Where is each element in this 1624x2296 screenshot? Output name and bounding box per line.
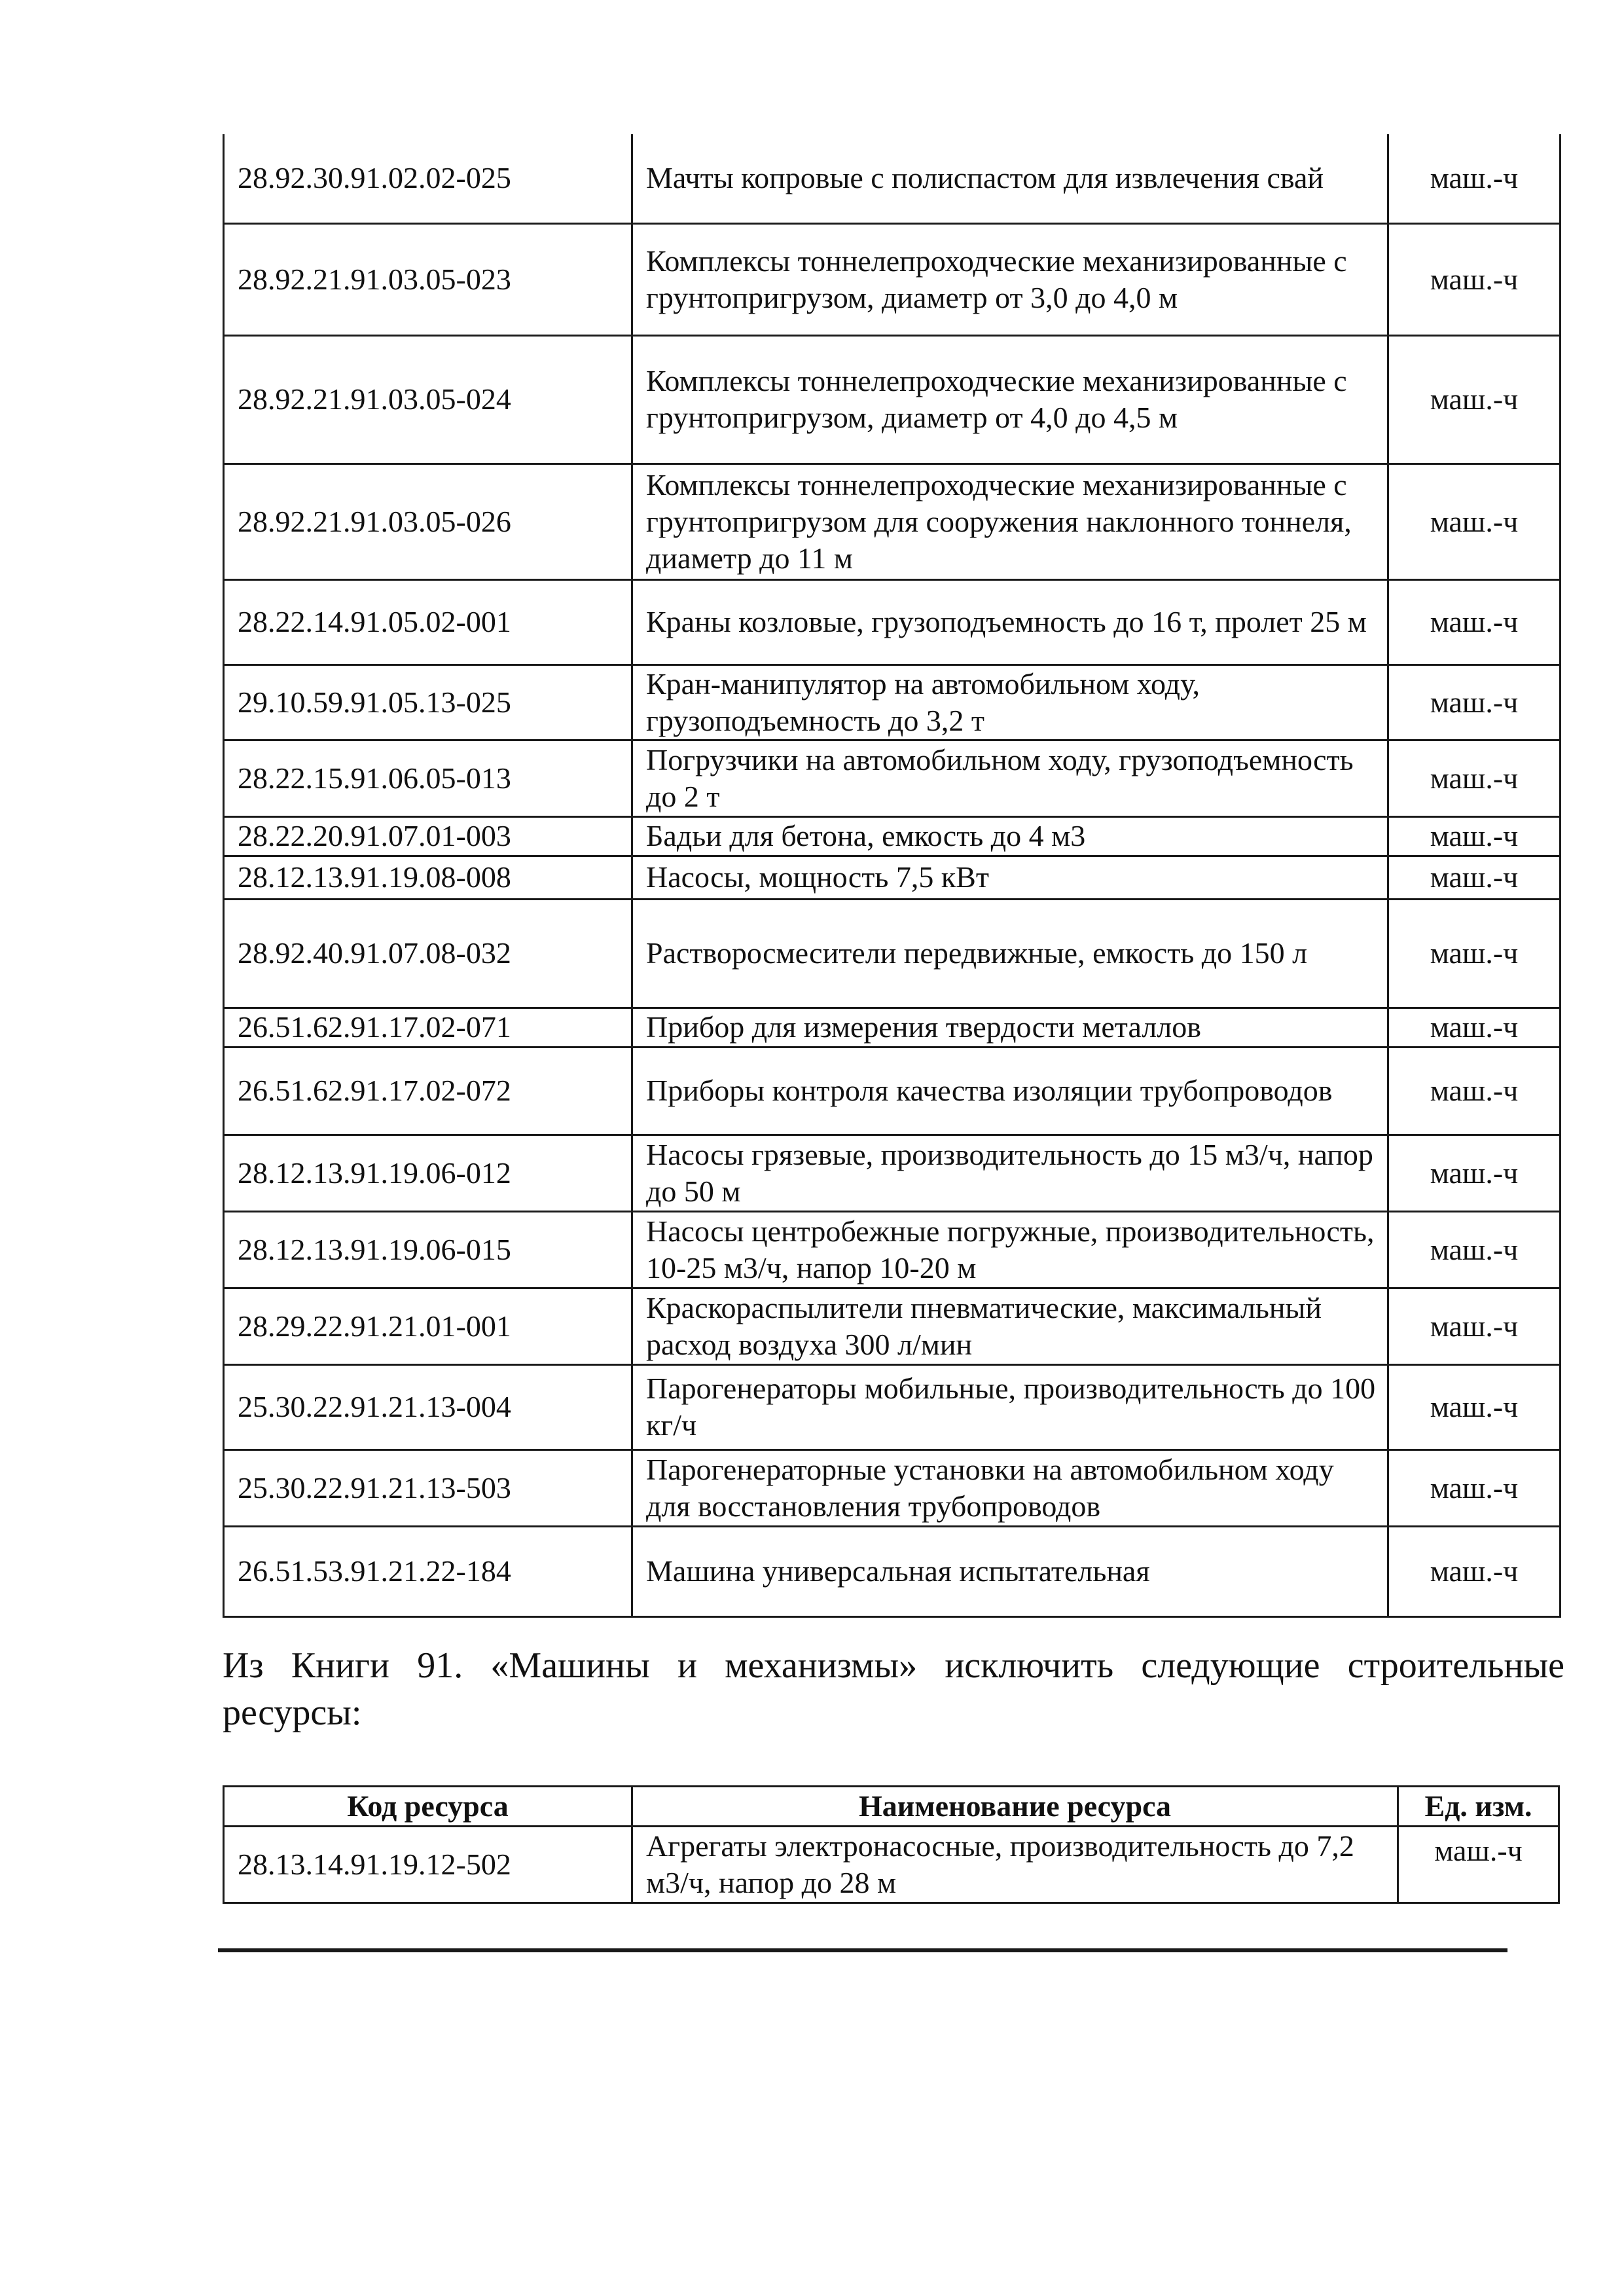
table-row xyxy=(224,579,1561,665)
cell-code: 28.92.21.91.03.05-026 xyxy=(224,464,632,579)
cell-unit: маш.-ч xyxy=(1388,740,1561,816)
cell-unit: маш.-ч xyxy=(1388,134,1561,223)
cell-name: Мачты копровые с полиспастом для извлечения свай xyxy=(632,134,1388,223)
cell-unit: маш.-ч xyxy=(1388,1008,1561,1047)
header-unit: Ед. изм. xyxy=(1398,1787,1559,1827)
table-row xyxy=(224,816,1561,856)
cell-code: 29.10.59.91.05.13-025 xyxy=(224,665,632,740)
cell-unit: маш.-ч xyxy=(1388,1135,1561,1211)
table-row xyxy=(224,1008,1561,1047)
cell-unit: маш.-ч xyxy=(1388,856,1561,899)
cell-code: 28.22.14.91.05.02-001 xyxy=(224,579,632,665)
table-row xyxy=(224,223,1561,335)
cell-unit: маш.-ч xyxy=(1388,579,1561,665)
table-row xyxy=(224,335,1561,464)
cell-code: 28.92.21.91.03.05-023 xyxy=(224,223,632,335)
cell-code: 26.51.53.91.21.22-184 xyxy=(224,1526,632,1616)
table-row xyxy=(224,665,1561,740)
cell-code: 28.12.13.91.19.08-008 xyxy=(224,856,632,899)
header-name: Наименование ресурса xyxy=(632,1787,1398,1827)
header-code: Код ресурса xyxy=(224,1787,632,1827)
table-row xyxy=(224,1827,1559,1903)
cell-code: 28.13.14.91.19.12-502 xyxy=(224,1827,632,1903)
cell-name: Погрузчики на автомобильном ходу, грузоподъемность до 2 т xyxy=(632,740,1388,816)
cell-unit: маш.-ч xyxy=(1388,1449,1561,1526)
cell-code: 25.30.22.91.21.13-503 xyxy=(224,1449,632,1526)
cell-code: 28.29.22.91.21.01-001 xyxy=(224,1288,632,1364)
cell-unit: маш.-ч xyxy=(1388,464,1561,579)
cell-code: 25.30.22.91.21.13-004 xyxy=(224,1364,632,1449)
table-row xyxy=(224,134,1561,223)
cell-code: 26.51.62.91.17.02-072 xyxy=(224,1047,632,1135)
cell-unit: маш.-ч xyxy=(1388,816,1561,856)
table-row xyxy=(224,899,1561,1008)
table-row xyxy=(224,1364,1561,1449)
exclusion-table xyxy=(223,1785,1560,1904)
cell-name: Краны козловые, грузоподъемность до 16 т, пролет 25 м xyxy=(632,579,1388,665)
cell-name: Комплексы тоннелепроходческие механизированные с грунтопригрузом, диаметр от 4,0 до 4,5 м xyxy=(632,335,1388,464)
table-row xyxy=(224,464,1561,579)
table-row xyxy=(224,1135,1561,1211)
cell-unit: маш.-ч xyxy=(1388,223,1561,335)
cell-name: Кран-манипулятор на автомобильном ходу, грузоподъемность до 3,2 т xyxy=(632,665,1388,740)
cell-unit: маш.-ч xyxy=(1388,1526,1561,1616)
cell-name: Насосы грязевые, производительность до 15 м3/ч, напор до 50 м xyxy=(632,1135,1388,1211)
cell-code: 28.22.20.91.07.01-003 xyxy=(224,816,632,856)
cell-unit: маш.-ч xyxy=(1388,1288,1561,1364)
header-row xyxy=(224,1787,1559,1827)
cell-unit: маш.-ч xyxy=(1388,1047,1561,1135)
table-row xyxy=(224,1211,1561,1288)
cell-name: Краскораспылители пневматические, максимальный расход воздуха 300 л/мин xyxy=(632,1288,1388,1364)
cell-unit: маш.-ч xyxy=(1398,1827,1559,1903)
cell-code: 28.92.40.91.07.08-032 xyxy=(224,899,632,1008)
cell-name: Машина универсальная испытательная xyxy=(632,1526,1388,1616)
table-row xyxy=(224,740,1561,816)
cell-name: Насосы центробежные погружные, производительность, 10-25 м3/ч, напор 10-20 м xyxy=(632,1211,1388,1288)
cell-name: Прибор для измерения твердости металлов xyxy=(632,1008,1388,1047)
cell-unit: маш.-ч xyxy=(1388,1364,1561,1449)
cell-unit: маш.-ч xyxy=(1388,899,1561,1008)
cell-code: 28.22.15.91.06.05-013 xyxy=(224,740,632,816)
section-instruction-text: Из Книги 91. «Машины и механизмы» исключить следующие строительные ресурсы: xyxy=(223,1645,1564,1733)
cell-code: 26.51.62.91.17.02-071 xyxy=(224,1008,632,1047)
table-row xyxy=(224,1449,1561,1526)
cell-code: 28.12.13.91.19.06-012 xyxy=(224,1135,632,1211)
cell-name: Агрегаты электронасосные, производительность до 7,2 м3/ч, напор до 28 м xyxy=(632,1827,1398,1903)
exclusion-table-header xyxy=(224,1787,1559,1827)
exclusion-table-body xyxy=(224,1827,1559,1903)
cell-name: Парогенераторные установки на автомобильном ходу для восстановления трубопроводов xyxy=(632,1449,1388,1526)
cell-unit: маш.-ч xyxy=(1388,665,1561,740)
cell-name: Комплексы тоннелепроходческие механизированные с грунтопригрузом, диаметр от 3,0 до 4,0 м xyxy=(632,223,1388,335)
table-row xyxy=(224,856,1561,899)
footer-divider xyxy=(218,1948,1507,1952)
cell-unit: маш.-ч xyxy=(1388,1211,1561,1288)
cell-name: Парогенераторы мобильные, производительность до 100 кг/ч xyxy=(632,1364,1388,1449)
cell-name: Растворосмесители передвижные, емкость до 150 л xyxy=(632,899,1388,1008)
table-row xyxy=(224,1047,1561,1135)
cell-code: 28.92.21.91.03.05-024 xyxy=(224,335,632,464)
cell-code: 28.12.13.91.19.06-015 xyxy=(224,1211,632,1288)
cell-code: 28.92.30.91.02.02-025 xyxy=(224,134,632,223)
cell-name: Комплексы тоннелепроходческие механизированные с грунтопригрузом для сооружения наклонного тоннеля, диаметр до 11 м xyxy=(632,464,1388,579)
cell-unit: маш.-ч xyxy=(1388,335,1561,464)
resources-table xyxy=(223,134,1561,1618)
table-row xyxy=(224,1526,1561,1616)
cell-name: Приборы контроля качества изоляции трубопроводов xyxy=(632,1047,1388,1135)
table-row xyxy=(224,1288,1561,1364)
cell-name: Бадьи для бетона, емкость до 4 м3 xyxy=(632,816,1388,856)
resources-table-body xyxy=(224,134,1561,1616)
cell-name: Насосы, мощность 7,5 кВт xyxy=(632,856,1388,899)
